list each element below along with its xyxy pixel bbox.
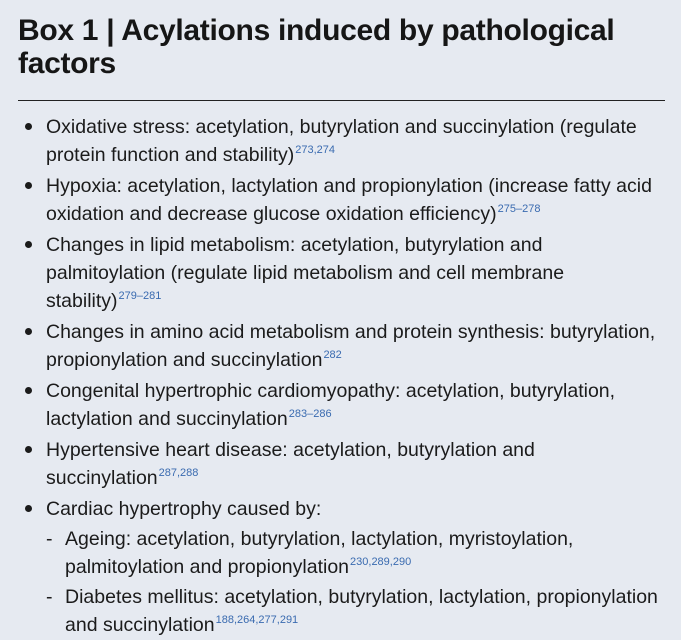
dash-icon: -: [46, 586, 53, 608]
box-title: Box 1 | Acylations induced by pathological factors: [18, 14, 615, 80]
title-divider: [18, 100, 665, 101]
dash-icon: -: [46, 528, 53, 550]
bullet-cardiac-hypertrophy: [18, 495, 665, 639]
bullet-text: Changes in lipid metabolism: acetylation, butyrylation and palmitoylation (regulate lipid metabolism and cell membrane stability): [46, 234, 565, 312]
bullet-dot-icon: [25, 446, 32, 453]
bullet-hypoxia: [18, 172, 665, 228]
citation-ref[interactable]: 279–281: [118, 290, 162, 302]
bullet-dot-icon: [25, 241, 32, 248]
bullet-congenital-hcm: [18, 377, 665, 433]
citation-ref[interactable]: 273,274: [295, 144, 335, 156]
bullet-amino-acid-metabolism: [18, 318, 665, 374]
bullet-oxidative-stress: [18, 113, 665, 169]
subitem-diabetes: [46, 583, 665, 639]
bullet-dot-icon: [25, 328, 32, 335]
bullet-list: [18, 113, 665, 639]
bullet-text: Changes in amino acid metabolism and protein synthesis: butyrylation, propionylation and succinylation: [46, 321, 656, 371]
bullet-hypertensive-heart-disease: [18, 436, 665, 492]
citation-ref[interactable]: 230,289,290: [350, 556, 412, 568]
citation-ref[interactable]: 275–278: [497, 203, 541, 215]
bullet-text: Cardiac hypertrophy caused by:: [46, 498, 322, 520]
bullet-dot-icon: [25, 123, 32, 130]
citation-ref[interactable]: 283–286: [288, 408, 332, 420]
citation-ref[interactable]: 282: [323, 349, 342, 361]
bullet-text: Oxidative stress: acetylation, butyrylation and succinylation (regulate protein function and stability): [46, 116, 637, 166]
bullet-lipid-metabolism: [18, 231, 665, 315]
bullet-text: Congenital hypertrophic cardiomyopathy: acetylation, butyrylation, lactylation and succinylation: [46, 380, 616, 430]
sub-bullet-list: [46, 525, 665, 639]
subitem-text: Diabetes mellitus: acetylation, butyrylation, lactylation, propionylation and succinylation: [65, 586, 658, 636]
subitem-text: Ageing: acetylation, butyrylation, lactylation, myristoylation, palmitoylation and propionylation: [65, 528, 574, 578]
citation-ref[interactable]: 188,264,277,291: [215, 614, 299, 626]
bullet-dot-icon: [25, 182, 32, 189]
bullet-text: Hypertensive heart disease: acetylation, butyrylation and succinylation: [46, 439, 535, 489]
bullet-dot-icon: [25, 387, 32, 394]
bullet-dot-icon: [25, 505, 32, 512]
citation-ref[interactable]: 287,288: [158, 467, 199, 479]
bullet-text: Hypoxia: acetylation, lactylation and propionylation (increase fatty acid oxidation and decrease glucose oxidation efficiency): [46, 175, 652, 225]
subitem-ageing: [46, 525, 665, 581]
